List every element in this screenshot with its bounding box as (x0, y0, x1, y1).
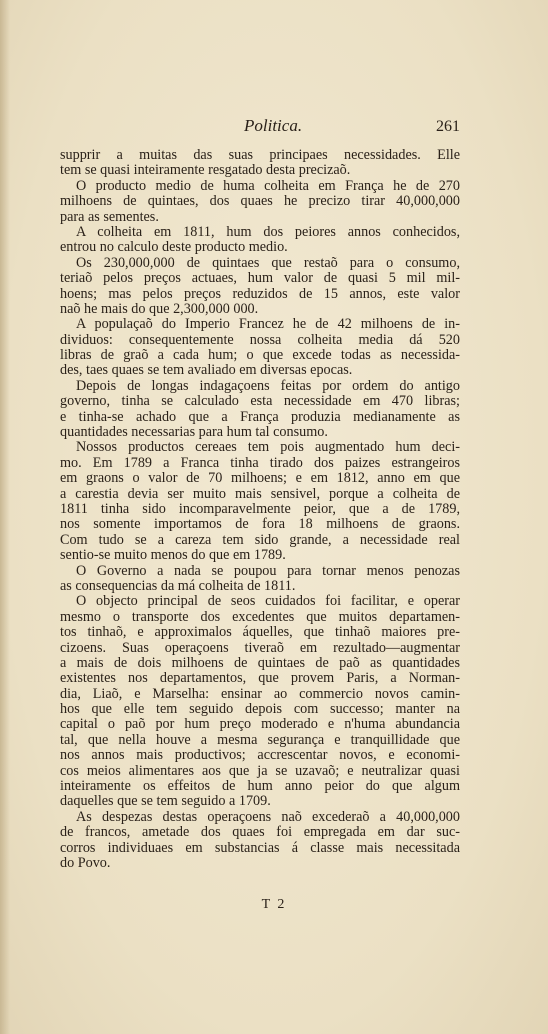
text-line: a mais de dois milhoens de quintaes de paõ as quantidades (60, 654, 460, 671)
text-line: capital o paõ por hum preço moderado e n'huma abundancia (60, 716, 460, 733)
text-line: As despezas destas operaçoens naõ excederaõ a 40,000,000 (76, 808, 460, 825)
text-line: tem se quasi inteiramente resgatado desta precizaõ. (60, 162, 351, 179)
text-line: para as sementes. (60, 208, 159, 225)
text-line: Com tudo se a careza tem sido grande, a necessidade real (60, 531, 460, 548)
running-title: Politica. (244, 116, 303, 135)
text-line: libras de graõ a cada hum; o que excede todas as necessida- (60, 347, 460, 364)
page-gutter-shadow (0, 0, 10, 1034)
text-line: O producto medio de huma colheita em França he de 270 (76, 177, 460, 194)
page-number: 261 (436, 118, 460, 135)
signature-mark: T 2 (261, 897, 287, 912)
text-line: quantidades necessarias para hum tal consumo. (60, 424, 328, 441)
text-line: nos somente importamos de fora 18 milhoens de graons. (60, 516, 460, 533)
text-line: tos tinhaõ, e approximalos áquelles, que tinhaõ maiores pre- (60, 624, 460, 641)
text-line: mesmo o transporte dos excedentes que muitos departamen- (60, 608, 460, 625)
text-line: Nossos productos cereaes tem pois augmentado hum deci- (76, 439, 460, 456)
body-text (60, 148, 460, 871)
text-line: cizoens. Suas operaçoens tiveraõ em rezultado—augmentar (60, 639, 460, 656)
text-line: inteiramente os effeitos de hum anno peior do que algum (60, 778, 460, 795)
text-line: Os 230,000,000 de quintaes que restaõ para o consumo, (76, 254, 460, 271)
text-line: existentes nos departamentos, que provem Paris, a Norman- (60, 670, 460, 687)
text-line: Depois de longas indagaçoens feitas por ordem do antigo (76, 377, 460, 394)
text-line: do Povo. (60, 854, 111, 871)
text-line: a carestia devia ser muito mais sensivel, porque a colheita de (60, 485, 460, 502)
text-line: naõ he mais do que 2,300,000 000. (60, 300, 259, 317)
text-line: milhoens de quintaes, dos quaes he precizo tirar 40,000,000 (60, 193, 460, 210)
text-line: dia, Liaõ, e Marselha: ensinar ao commercio novos camin- (60, 685, 460, 702)
text-line: hos que elle tem seguido depois com successo; manter na (60, 701, 460, 718)
text-line: nos annos mais productivos; accrescentar novos, e economi- (60, 747, 460, 764)
text-line: daquelles que se tem seguido a 1709. (60, 793, 271, 810)
text-line: sentio-se muito menos do que em 1789. (60, 547, 286, 564)
text-line: mo. Em 1789 a Franca tinha tirado dos paizes estrangeiros (60, 454, 460, 471)
text-line: cos meios alimentares aos que ja se uzavaõ; e neutralizar quasi (60, 762, 460, 779)
text-line: em graons o valor de 70 milhoens; e em 1812, anno em que (60, 470, 460, 487)
text-line: A populaçaõ do Imperio Francez he de 42 milhoens de in- (76, 316, 460, 333)
text-line: 1811 tinha sido incomparavelmente peior, que a de 1789, (60, 500, 460, 517)
text-line: e tinha-se achado que a França produzia medianamente as (60, 408, 460, 425)
text-line: des, taes quaes se tem avaliado em diversas epocas. (60, 362, 353, 379)
text-line: as consequencias da má colheita de 1811. (60, 577, 296, 594)
text-line: de francos, ametade dos quaes foi empregada em dar suc- (60, 824, 460, 841)
text-line: teriaõ pelos preços actuaes, hum valor de quasi 5 mil mil- (60, 270, 460, 287)
text-line: A colheita em 1811, hum dos peiores annos conhecidos, (76, 223, 460, 240)
text-line: tal, que nella houve a mesma segurança e tranquillidade que (60, 731, 460, 748)
text-line: corros individuaes em substancias á classe mais necessitada (60, 839, 460, 856)
text-line: supprir a muitas das suas principaes necessidades. Elle (60, 147, 460, 163)
text-line: O Governo a nada se poupou para tornar menos penozas (76, 562, 460, 579)
text-line: entrou no calculo deste producto medio. (60, 239, 288, 256)
text-line: hoens; mas pelos preços reduzidos de 15 annos, este valor (60, 285, 460, 302)
text-line: dividuos: consequentemente nossa colheita media dá 520 (60, 331, 460, 348)
text-line: O objecto principal de seos cuidados foi facilitar, e operar (76, 593, 460, 610)
text-line: governo, tinha se calculado esta necessidade em 470 libras; (60, 393, 460, 410)
running-head (0, 116, 548, 140)
